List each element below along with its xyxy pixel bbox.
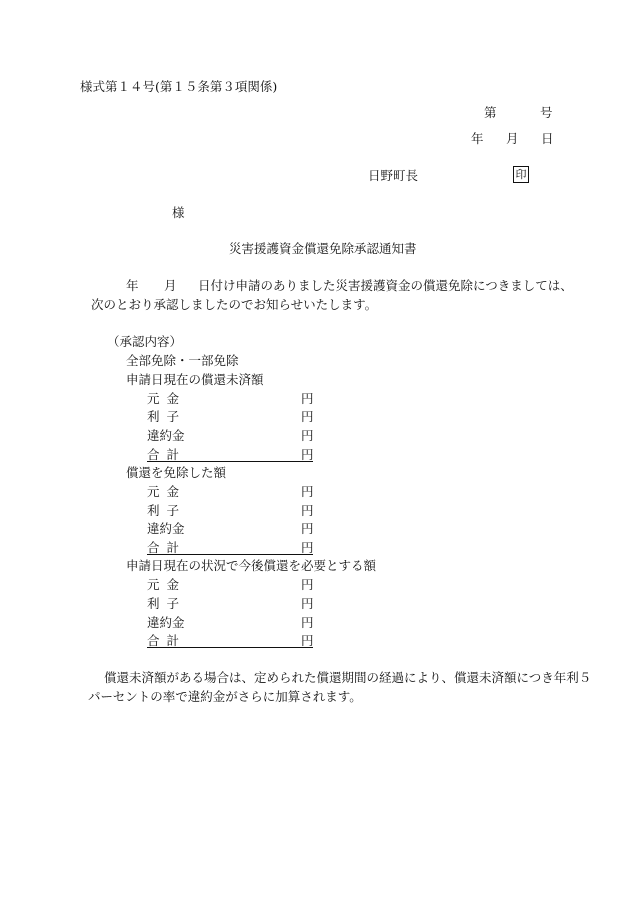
label-char: 利 bbox=[147, 409, 160, 424]
form-number: 様式第１４号(第１５条第３項関係) bbox=[80, 79, 278, 94]
body-text-line1: 日付け申請のありました災害援護資金の償還免除につきましては、 bbox=[198, 278, 573, 293]
body-text-line2: 次のとおり承認しましたのでお知らせいたします。 bbox=[91, 297, 378, 312]
label-char: 合 bbox=[147, 447, 160, 462]
total-underline bbox=[147, 647, 313, 648]
label-char: 金 bbox=[166, 484, 179, 499]
label-char: 元 bbox=[147, 484, 160, 499]
label-char: 金 bbox=[166, 391, 179, 406]
label-char: 利 bbox=[147, 596, 160, 611]
label-char: 金 bbox=[166, 577, 179, 592]
label-char: 子 bbox=[166, 409, 179, 424]
document-number-suffix: 号 bbox=[540, 105, 553, 120]
item-label-interest bbox=[147, 505, 179, 518]
label-char: 元 bbox=[147, 391, 160, 406]
item-label-interest bbox=[147, 411, 179, 424]
label-char: 利 bbox=[147, 503, 160, 518]
date-year-label: 年 bbox=[471, 131, 484, 146]
penalty-note-line1: 償還未済額がある場合は、定められた償還期間の経過により、償還未済額につき年利５ bbox=[104, 670, 592, 685]
total-underline bbox=[147, 461, 313, 462]
item-label-interest bbox=[147, 598, 179, 611]
yen-unit: 円 bbox=[301, 521, 314, 536]
yen-unit: 円 bbox=[301, 409, 314, 424]
yen-unit: 円 bbox=[301, 447, 314, 462]
total-underline bbox=[147, 554, 313, 555]
label-char: 子 bbox=[166, 503, 179, 518]
label-char: 合 bbox=[147, 633, 160, 648]
approval-details-heading: （承認内容） bbox=[107, 334, 183, 349]
exemption-type: 全部免除・一部免除 bbox=[126, 353, 239, 368]
label-char: 合 bbox=[147, 540, 160, 555]
item-label-principal bbox=[147, 393, 179, 406]
label-char: 約 bbox=[159, 428, 173, 443]
section-heading: 償還を免除した額 bbox=[126, 465, 227, 480]
label-char: 元 bbox=[147, 577, 160, 592]
label-char: 金 bbox=[172, 615, 185, 630]
label-char: 計 bbox=[166, 540, 179, 555]
yen-unit: 円 bbox=[301, 596, 314, 611]
yen-unit: 円 bbox=[301, 484, 314, 499]
document-title: 災害援護資金償還免除承認通知書 bbox=[229, 241, 417, 256]
penalty-note-line2: パーセントの率で違約金がさらに加算されます。 bbox=[88, 689, 362, 704]
item-label-total bbox=[147, 542, 179, 555]
yen-unit: 円 bbox=[301, 428, 314, 443]
yen-unit: 円 bbox=[301, 633, 314, 648]
label-char: 違 bbox=[147, 615, 160, 630]
label-char: 金 bbox=[172, 428, 185, 443]
section-heading: 申請日現在の状況で今後償還を必要とする額 bbox=[126, 558, 377, 573]
date-day-label: 日 bbox=[541, 131, 554, 146]
label-char: 約 bbox=[159, 521, 173, 536]
label-char: 違 bbox=[147, 521, 160, 536]
item-label-penalty bbox=[147, 615, 185, 630]
label-char: 計 bbox=[166, 447, 179, 462]
yen-unit: 円 bbox=[301, 540, 314, 555]
item-label-principal bbox=[147, 486, 179, 499]
item-label-penalty bbox=[147, 521, 185, 536]
yen-unit: 円 bbox=[301, 577, 314, 592]
section-heading: 申請日現在の償還未済額 bbox=[126, 372, 264, 387]
label-char: 約 bbox=[159, 615, 173, 630]
seal-stamp-icon: 印 bbox=[513, 166, 529, 183]
yen-unit: 円 bbox=[301, 391, 314, 406]
label-char: 違 bbox=[147, 428, 160, 443]
item-label-total bbox=[147, 635, 179, 648]
item-label-total bbox=[147, 449, 179, 462]
label-char: 子 bbox=[166, 596, 179, 611]
addressee-honorific: 様 bbox=[172, 205, 185, 220]
document-number-prefix: 第 bbox=[484, 105, 497, 120]
yen-unit: 円 bbox=[301, 503, 314, 518]
label-char: 金 bbox=[172, 521, 185, 536]
label-char: 計 bbox=[166, 633, 179, 648]
body-year-label: 年 bbox=[126, 278, 139, 293]
item-label-penalty bbox=[147, 428, 185, 443]
issuer-name: 日野町長 bbox=[368, 168, 419, 183]
item-label-principal bbox=[147, 579, 179, 592]
date-month-label: 月 bbox=[506, 131, 519, 146]
yen-unit: 円 bbox=[301, 615, 314, 630]
body-month-label: 月 bbox=[164, 278, 177, 293]
